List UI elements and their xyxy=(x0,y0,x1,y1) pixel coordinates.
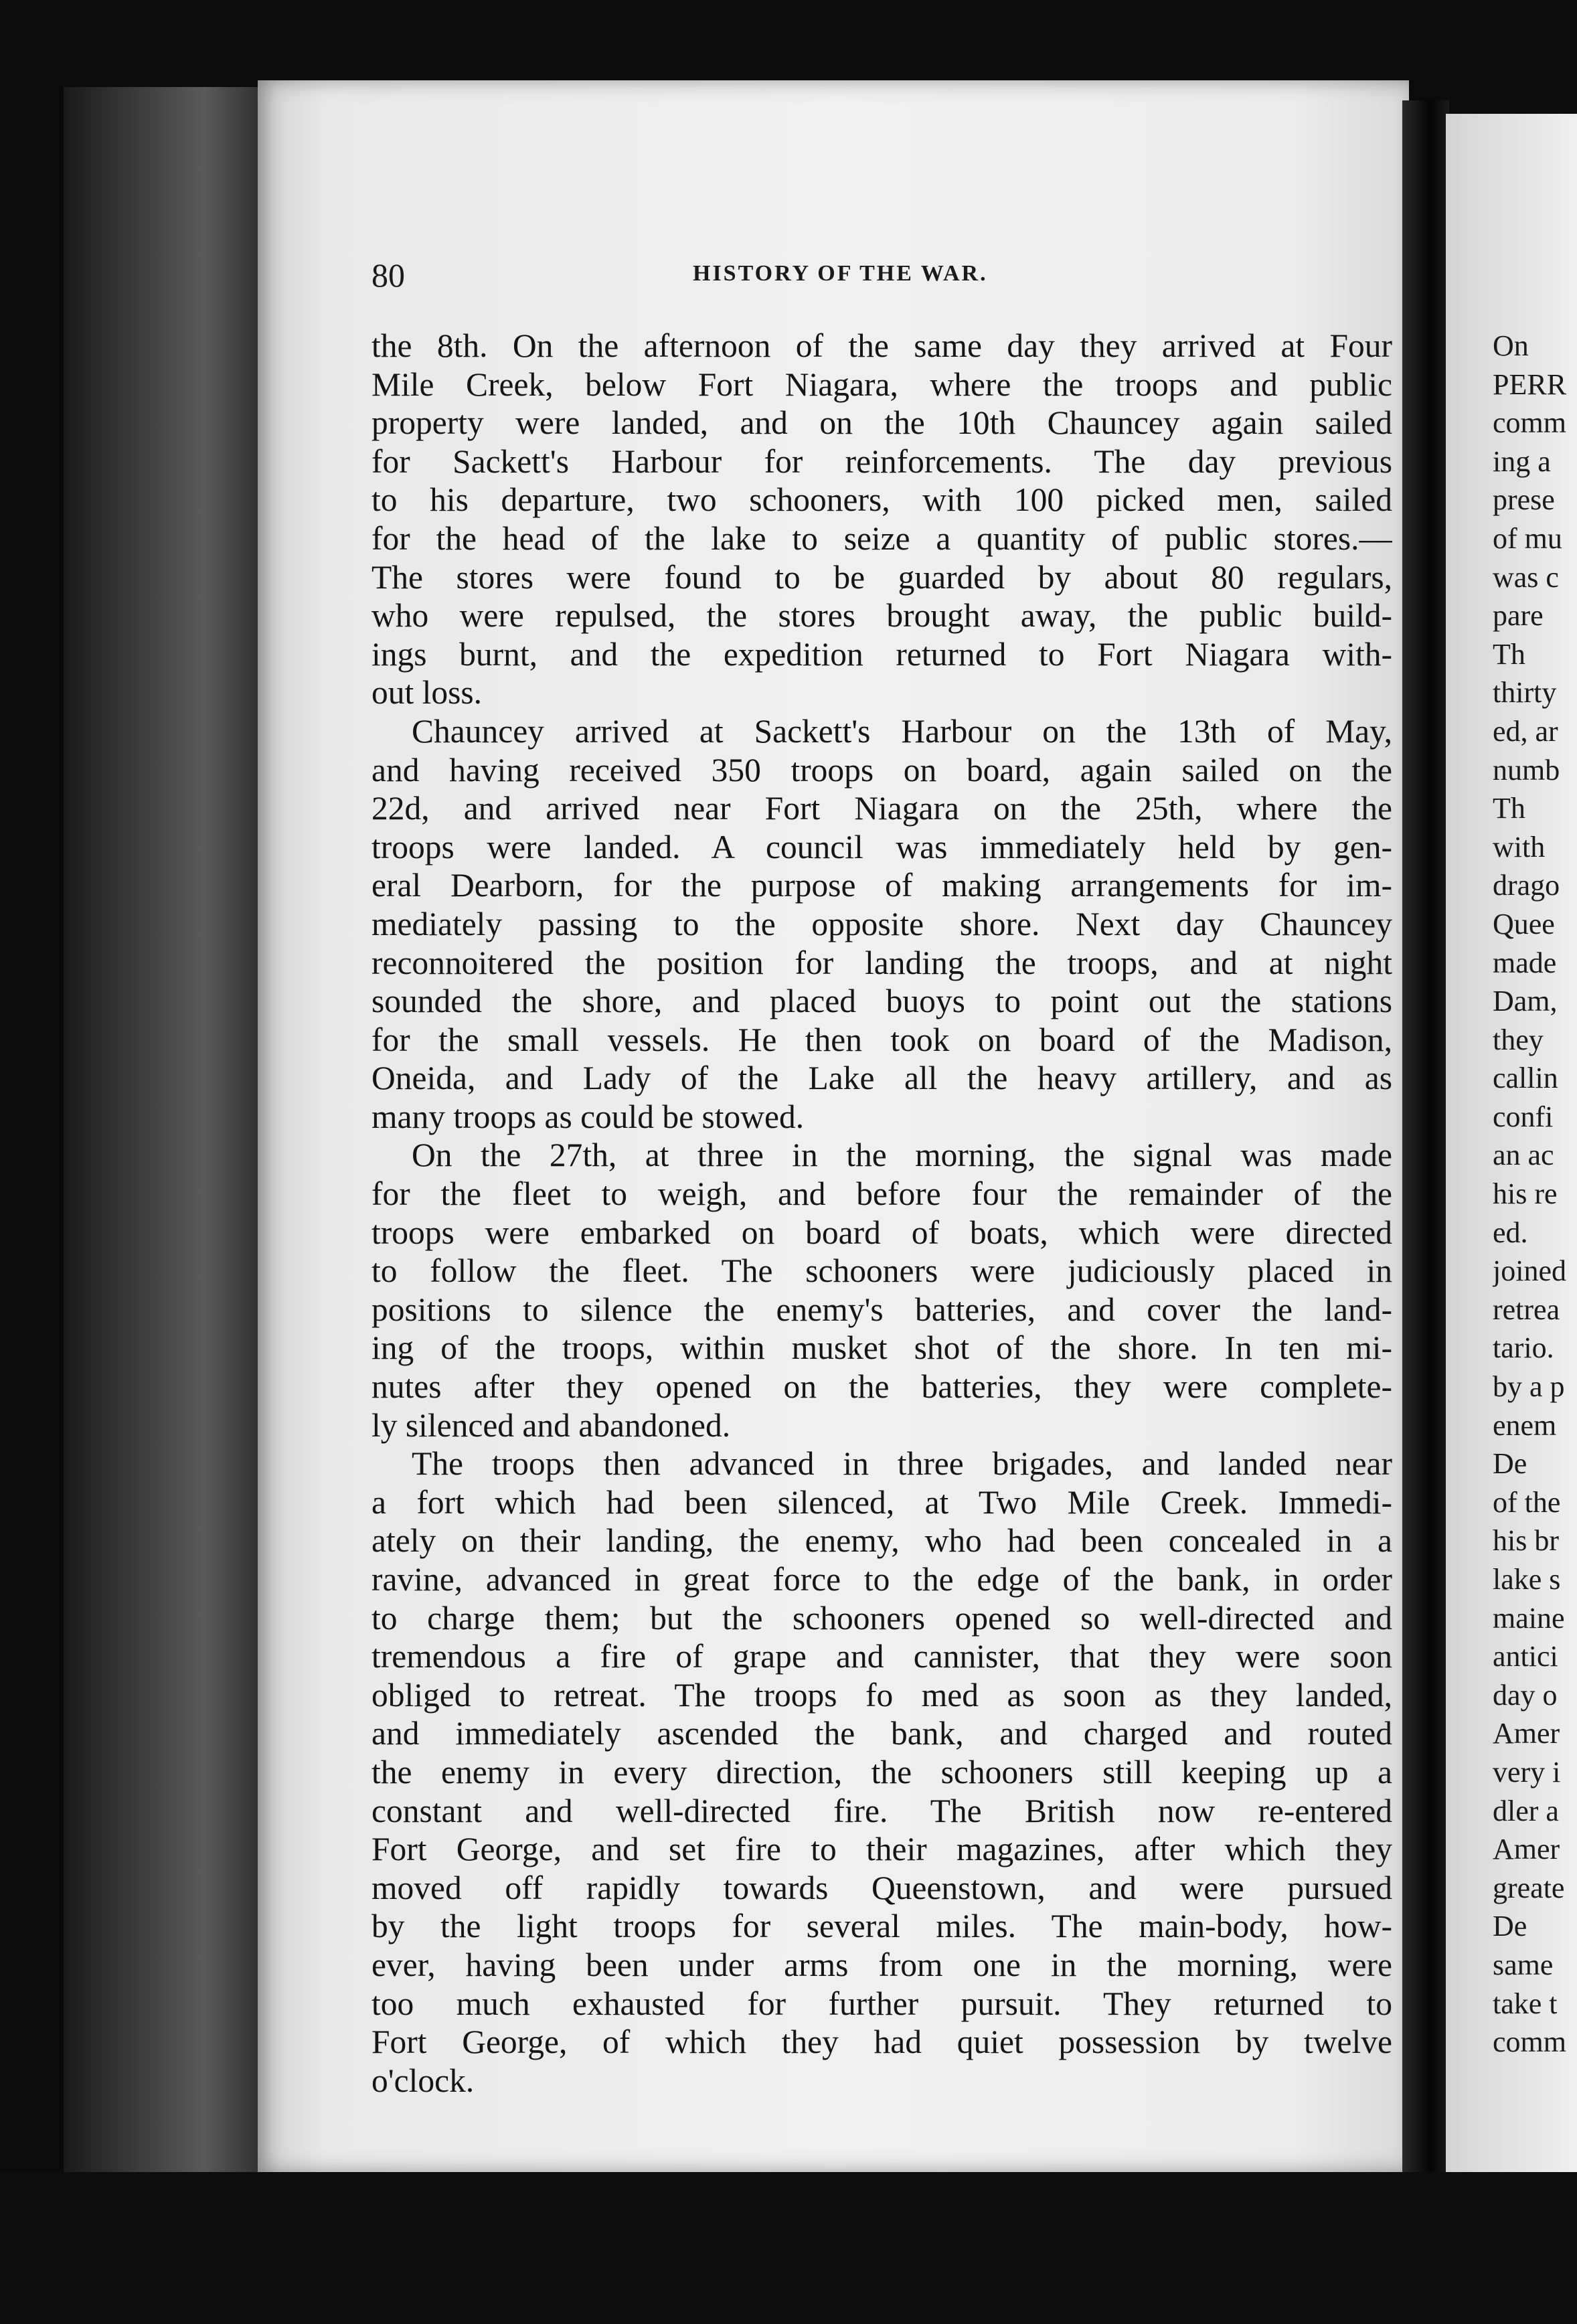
text-line: reconnoitered the position for landing the troops, and at night xyxy=(371,944,1392,981)
right-page-fragment: Dam, xyxy=(1493,985,1558,1018)
right-page-fragment: greate xyxy=(1493,1871,1565,1904)
page-number: 80 xyxy=(371,256,405,294)
text-line: Chauncey arrived at Sackett's Harbour on the 13th of May, xyxy=(412,712,1392,750)
text-line: constant and well-directed fire. The British now re-entered xyxy=(371,1792,1392,1829)
text-line: ing of the troops, within musket shot of the shore. In ten mi- xyxy=(371,1329,1392,1367)
right-page-fragment: prese xyxy=(1493,483,1555,517)
text-line: mediately passing to the opposite shore. Next day Chauncey xyxy=(371,905,1392,942)
right-page-fragment: enem xyxy=(1493,1408,1557,1442)
text-line: to follow the fleet. The schooners were judiciously placed in xyxy=(371,1252,1392,1290)
text-line: for Sackett's Harbour for reinforcements. The day previous xyxy=(371,442,1392,480)
text-line: property were landed, and on the 10th Chauncey again sailed xyxy=(371,404,1392,442)
text-line: to charge them; but the schooners opened so well-directed and xyxy=(371,1599,1392,1637)
right-page-fragment: by a p xyxy=(1493,1370,1565,1404)
text-line: On the 27th, at three in the morning, the signal was made xyxy=(412,1137,1392,1174)
text-line: ly silenced and abandoned. xyxy=(371,1406,731,1444)
right-page-text-fragments xyxy=(1493,327,1577,2062)
right-page-fragment: Th xyxy=(1493,637,1525,671)
right-page-fragment: tario. xyxy=(1493,1331,1554,1365)
right-page-fragment: ed, ar xyxy=(1493,714,1558,748)
text-line: eral Dearborn, for the purpose of making arrangements for im- xyxy=(371,867,1392,904)
running-title: HISTORY OF THE WAR. xyxy=(693,261,988,286)
text-line: ever, having been under arms from one in the morning, were xyxy=(371,1946,1392,1983)
text-line: too much exhausted for further pursuit. They returned to xyxy=(371,1985,1392,2022)
text-line: The stores were found to be guarded by about 80 regulars, xyxy=(371,558,1392,596)
right-page-fragment: drago xyxy=(1493,869,1560,902)
book-gutter xyxy=(1402,100,1449,2189)
right-page-fragment: joined xyxy=(1493,1254,1566,1288)
body-text xyxy=(371,327,1392,2100)
bottom-shadow xyxy=(0,2172,1577,2324)
right-page-fragment: was c xyxy=(1493,560,1559,594)
right-page-fragment: comm xyxy=(1493,406,1566,440)
right-page-fragment: retrea xyxy=(1493,1293,1560,1326)
right-page-fragment: of the xyxy=(1493,1485,1561,1519)
right-page-fragment: Quee xyxy=(1493,907,1555,940)
right-page-fragment: callin xyxy=(1493,1062,1558,1095)
right-page-fragment: they xyxy=(1493,1023,1544,1056)
right-page-fragment: his re xyxy=(1493,1177,1558,1211)
text-line: and having received 350 troops on board, again sailed on the xyxy=(371,751,1392,788)
text-line: sounded the shore, and placed buoys to point out the stations xyxy=(371,983,1392,1020)
text-line: obliged to retreat. The troops fo med as soon as they landed, xyxy=(371,1676,1392,1714)
right-page-fragment: PERR xyxy=(1493,367,1567,401)
right-page-fragment: De xyxy=(1493,1910,1527,1943)
text-line: ravine, advanced in great force to the edge of the bank, in order xyxy=(371,1561,1392,1598)
right-page-fragment: thirty xyxy=(1493,676,1557,710)
right-page-fragment: Amer xyxy=(1493,1833,1560,1866)
text-line: Fort George, of which they had quiet possession by twelve xyxy=(371,2023,1392,2061)
right-page-fragment: ed. xyxy=(1493,1216,1528,1249)
text-line: a fort which had been silenced, at Two Mile Creek. Immedi- xyxy=(371,1483,1392,1521)
text-line: positions to silence the enemy's batteries, and cover the land- xyxy=(371,1291,1392,1328)
text-line: ately on their landing, the enemy, who had been concealed in a xyxy=(371,1522,1392,1560)
right-page-fragment: De xyxy=(1493,1447,1527,1481)
text-line: Oneida, and Lady of the Lake all the heavy artillery, and as xyxy=(371,1060,1392,1097)
text-line: to his departure, two schooners, with 100 picked men, sailed xyxy=(371,481,1392,519)
right-page-fragment: confi xyxy=(1493,1100,1554,1133)
right-page-fragment: with xyxy=(1493,830,1546,863)
text-line: Mile Creek, below Fort Niagara, where the troops and public xyxy=(371,365,1392,403)
right-page-fragment: day o xyxy=(1493,1678,1558,1712)
text-line: for the small vessels. He then took on board of the Madison, xyxy=(371,1021,1392,1058)
text-line: moved off rapidly towards Queenstown, and were pursued xyxy=(371,1869,1392,1906)
right-page-fragment: numb xyxy=(1493,753,1560,786)
text-line: troops were landed. A council was immediately held by gen- xyxy=(371,828,1392,865)
right-page-fragment: maine xyxy=(1493,1601,1565,1635)
text-line: many troops as could be stowed. xyxy=(371,1098,805,1135)
right-page-fragment: very i xyxy=(1493,1755,1561,1789)
text-line: out loss. xyxy=(371,674,483,712)
text-line: tremendous a fire of grape and cannister, that they were soon xyxy=(371,1638,1392,1675)
text-line: Fort George, and set fire to their magazines, after which they xyxy=(371,1831,1392,1868)
text-line: who were repulsed, the stores brought away, the public build- xyxy=(371,597,1392,635)
text-line: The troops then advanced in three brigades, and landed near xyxy=(412,1445,1392,1483)
text-line: ings burnt, and the expedition returned to Fort Niagara with- xyxy=(371,635,1392,673)
right-page-fragment: of mu xyxy=(1493,521,1562,555)
right-page-fragment: dler a xyxy=(1493,1794,1559,1827)
right-page-fragment: On xyxy=(1493,329,1529,362)
text-line: for the fleet to weigh, and before four the remainder of the xyxy=(371,1175,1392,1213)
right-page-fragment: an ac xyxy=(1493,1139,1554,1172)
right-page-fragment: his br xyxy=(1493,1524,1559,1558)
text-line: nutes after they opened on the batteries, they were complete- xyxy=(371,1368,1392,1406)
right-page-fragment: same xyxy=(1493,1948,1554,1981)
text-line: troops were embarked on board of boats, which were directed xyxy=(371,1214,1392,1251)
right-page-fragment: lake s xyxy=(1493,1563,1561,1596)
right-page-fragment: pare xyxy=(1493,599,1544,633)
text-line: o'clock. xyxy=(371,2062,475,2099)
right-page-fragment: take t xyxy=(1493,1987,1558,2020)
page-stack-edge xyxy=(64,87,264,2175)
running-head xyxy=(371,256,1392,296)
right-page-fragment: antici xyxy=(1493,1640,1558,1673)
text-line: for the head of the lake to seize a quantity of public stores.— xyxy=(371,519,1392,557)
text-line: the enemy in every direction, the schooners still keeping up a xyxy=(371,1753,1392,1791)
right-page-fragment: comm xyxy=(1493,2025,1566,2059)
right-page-fragment: made xyxy=(1493,946,1557,979)
text-line: the 8th. On the afternoon of the same day they arrived at Four xyxy=(371,327,1392,364)
right-page-fragment: Amer xyxy=(1493,1717,1560,1750)
text-line: by the light troops for several miles. The main-body, how- xyxy=(371,1908,1392,1945)
right-page-fragment: Th xyxy=(1493,792,1525,825)
right-page-fragment: ing a xyxy=(1493,444,1551,478)
text-line: 22d, and arrived near Fort Niagara on the 25th, where the xyxy=(371,790,1392,827)
text-line: and immediately ascended the bank, and charged and routed xyxy=(371,1715,1392,1752)
